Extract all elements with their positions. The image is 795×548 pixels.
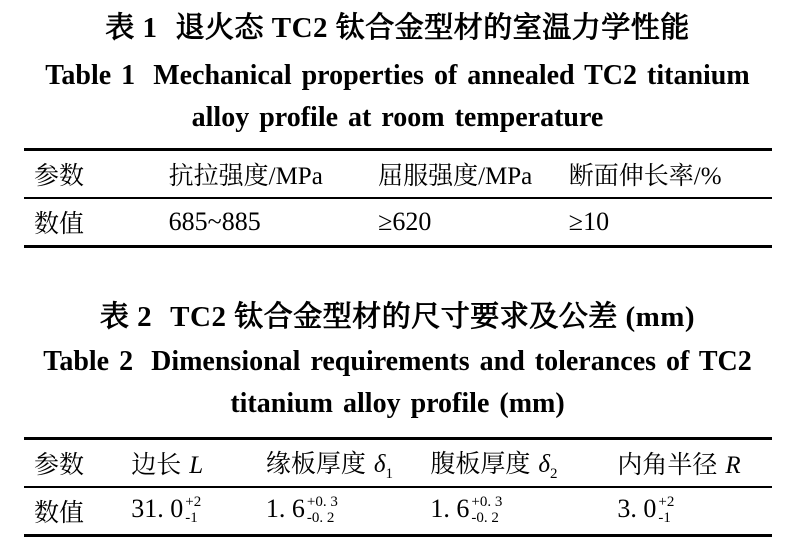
tolerance-stack: +0. 3 -0. 2 <box>471 494 503 527</box>
table2-value-row <box>24 487 772 536</box>
table2-header-flange-thickness: 缘板厚度 $\delta_1$ <box>256 439 421 488</box>
table2-value-corner-radius: 3. 0 +2 -1 <box>617 494 675 527</box>
table1-value-elongation: ≥10 <box>568 207 610 236</box>
table2-caption-zh <box>0 298 795 336</box>
table2-caption-en-label: Table 2 <box>43 346 134 377</box>
table2-value-web-thickness: 1. 6 +0. 3 -0. 2 <box>430 494 503 527</box>
table1-caption-en-label: Table 1 <box>45 60 136 91</box>
table1-header-yield-strength: 屈服强度/MPa <box>368 150 559 199</box>
table2-header-corner-radius: 内角半径 R <box>607 439 772 488</box>
table1-caption-en-line2: alloy profile at room temperature <box>191 102 604 133</box>
table1-header-param: 参数 <box>24 150 159 199</box>
table2-header-side-length: 边长 L <box>121 439 256 488</box>
table1 <box>24 148 772 248</box>
table1-caption-zh-label: 表 1 <box>105 12 158 44</box>
symbol-R: R <box>725 452 741 479</box>
tolerance-stack: +2 -1 <box>658 494 675 527</box>
table1-value-row <box>24 198 772 247</box>
table1-header-tensile-strength: 抗拉强度/MPa <box>159 150 368 199</box>
symbol-delta1: δ <box>373 450 386 478</box>
table2-caption-zh-text: TC2 钛合金型材的尺寸要求及公差 (mm) <box>170 301 696 333</box>
symbol-delta2: δ <box>538 450 551 478</box>
table1-header-elongation: 断面伸长率/% <box>559 150 772 199</box>
symbol-L: L <box>189 452 204 479</box>
table2-caption-zh-label: 表 2 <box>99 301 153 333</box>
table1-row-label: 数值 <box>34 211 85 238</box>
tolerance-stack: +0. 3 -0. 2 <box>306 494 338 527</box>
table1-caption-en-line1 <box>0 57 795 95</box>
table2-caption-en-text1: Dimensional requirements and tolerances of TC2 <box>151 346 752 377</box>
table2-value-flange-thickness: 1. 6 +0. 3 -0. 2 <box>265 494 338 527</box>
table1-value-tensile-strength: 685~885 <box>168 207 261 236</box>
tolerance-stack: +2 -1 <box>185 494 202 527</box>
table2 <box>24 437 772 537</box>
table1-caption-en-text1: Mechanical properties of annealed TC2 titanium <box>153 60 750 91</box>
table1-value-yield-strength: ≥620 <box>378 207 432 236</box>
table2-caption-en-line2: titanium alloy profile (mm) <box>230 388 565 419</box>
table2-caption-en-line1 <box>0 343 795 381</box>
table2-header-row <box>24 439 772 488</box>
table2-header-param: 参数 <box>24 439 121 488</box>
table2-header-web-thickness: 腹板厚度 $\delta_2$ <box>420 439 607 488</box>
table2-value-side-length: 31. 0 +2 -1 <box>131 494 202 527</box>
table1-caption-zh-text: 退火态 TC2 钛合金型材的室温力学性能 <box>175 12 690 44</box>
table2-row-label: 数值 <box>34 500 85 527</box>
table1-header-row <box>24 150 772 199</box>
table1-caption-zh <box>0 9 795 47</box>
